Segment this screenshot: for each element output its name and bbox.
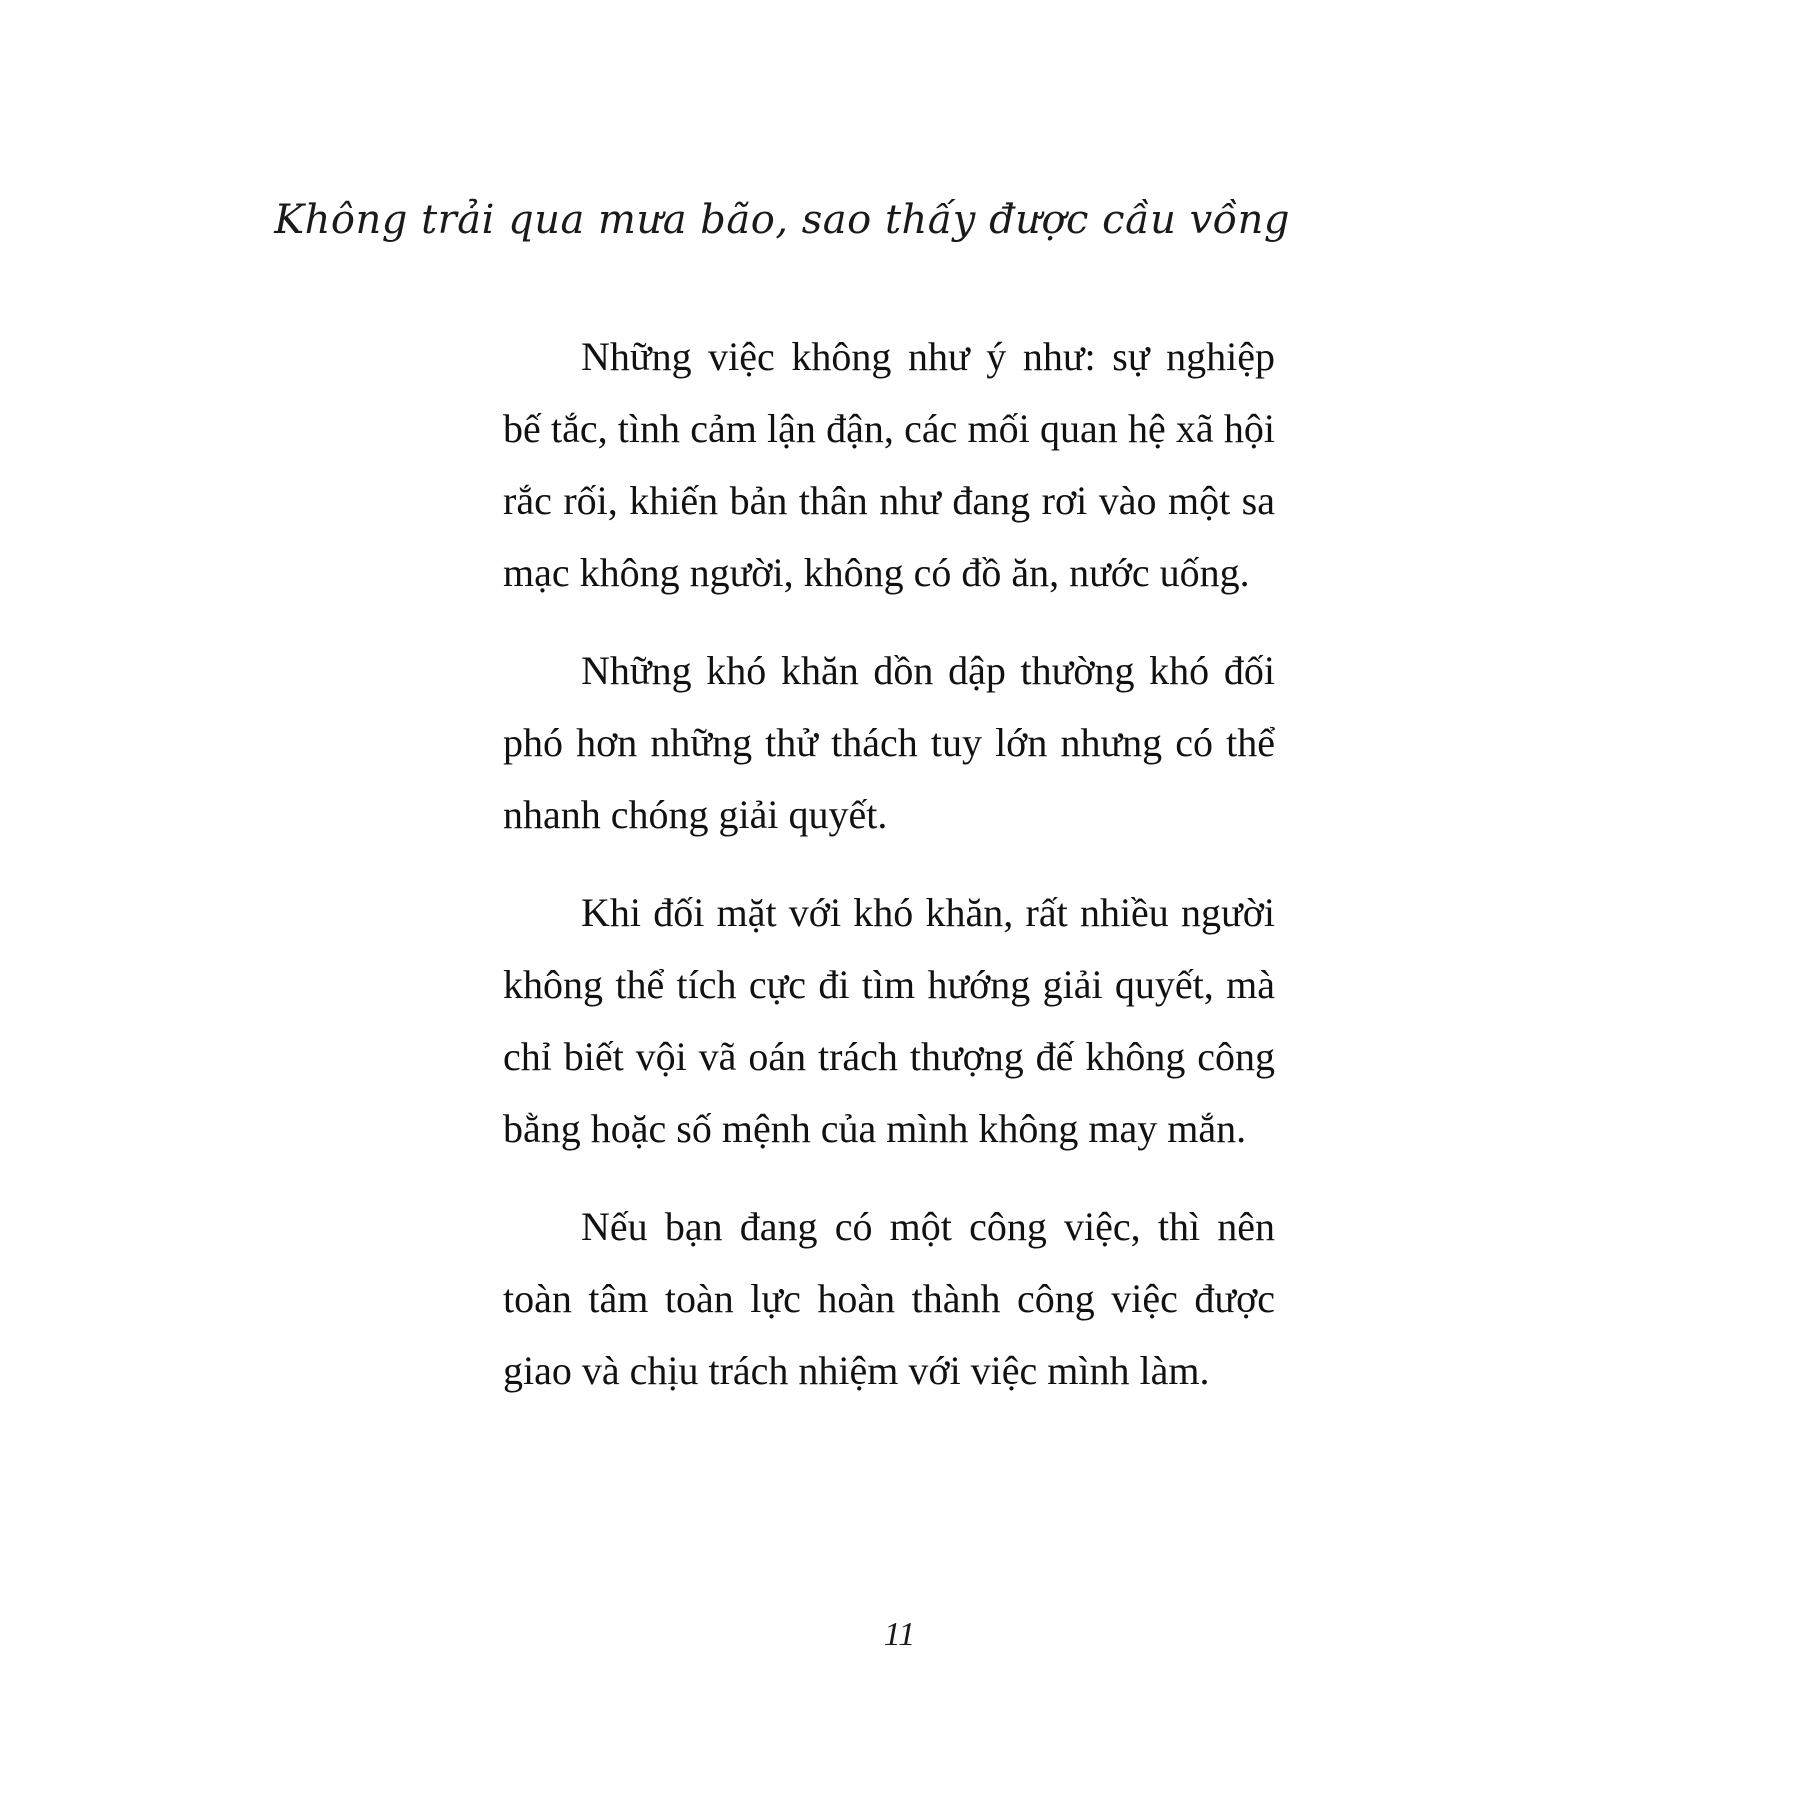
body-text — [503, 321, 1275, 1407]
paragraph-1: Những việc không như ý như: sự nghiệp bế tắc, tình cảm lận đận, các mối quan hệ xã hội rắc rối, khiến bản thân như đang rơi vào một sa mạc không người, không có đồ ăn, nước uống. — [503, 334, 1275, 595]
paragraph-3: Khi đối mặt với khó khăn, rất nhiều người không thể tích cực đi tìm hướng giải quyết, mà chỉ biết vội vã oán trách thượng đế không công bằng hoặc số mệnh của mình không may mắn. — [503, 890, 1275, 1151]
paragraph-4: Nếu bạn đang có một công việc, thì nên toàn tâm toàn lực hoàn thành công việc được giao và chịu trách nhiệm với việc mình làm. — [503, 1204, 1275, 1393]
page-number: 11 — [883, 1616, 916, 1653]
running-head: Không trải qua mưa bão, sao thấy được cầu vồng — [274, 197, 1290, 243]
paragraph-2: Những khó khăn dồn dập thường khó đối phó hơn những thử thách tuy lớn nhưng có thể nhanh chóng giải quyết. — [503, 648, 1275, 837]
